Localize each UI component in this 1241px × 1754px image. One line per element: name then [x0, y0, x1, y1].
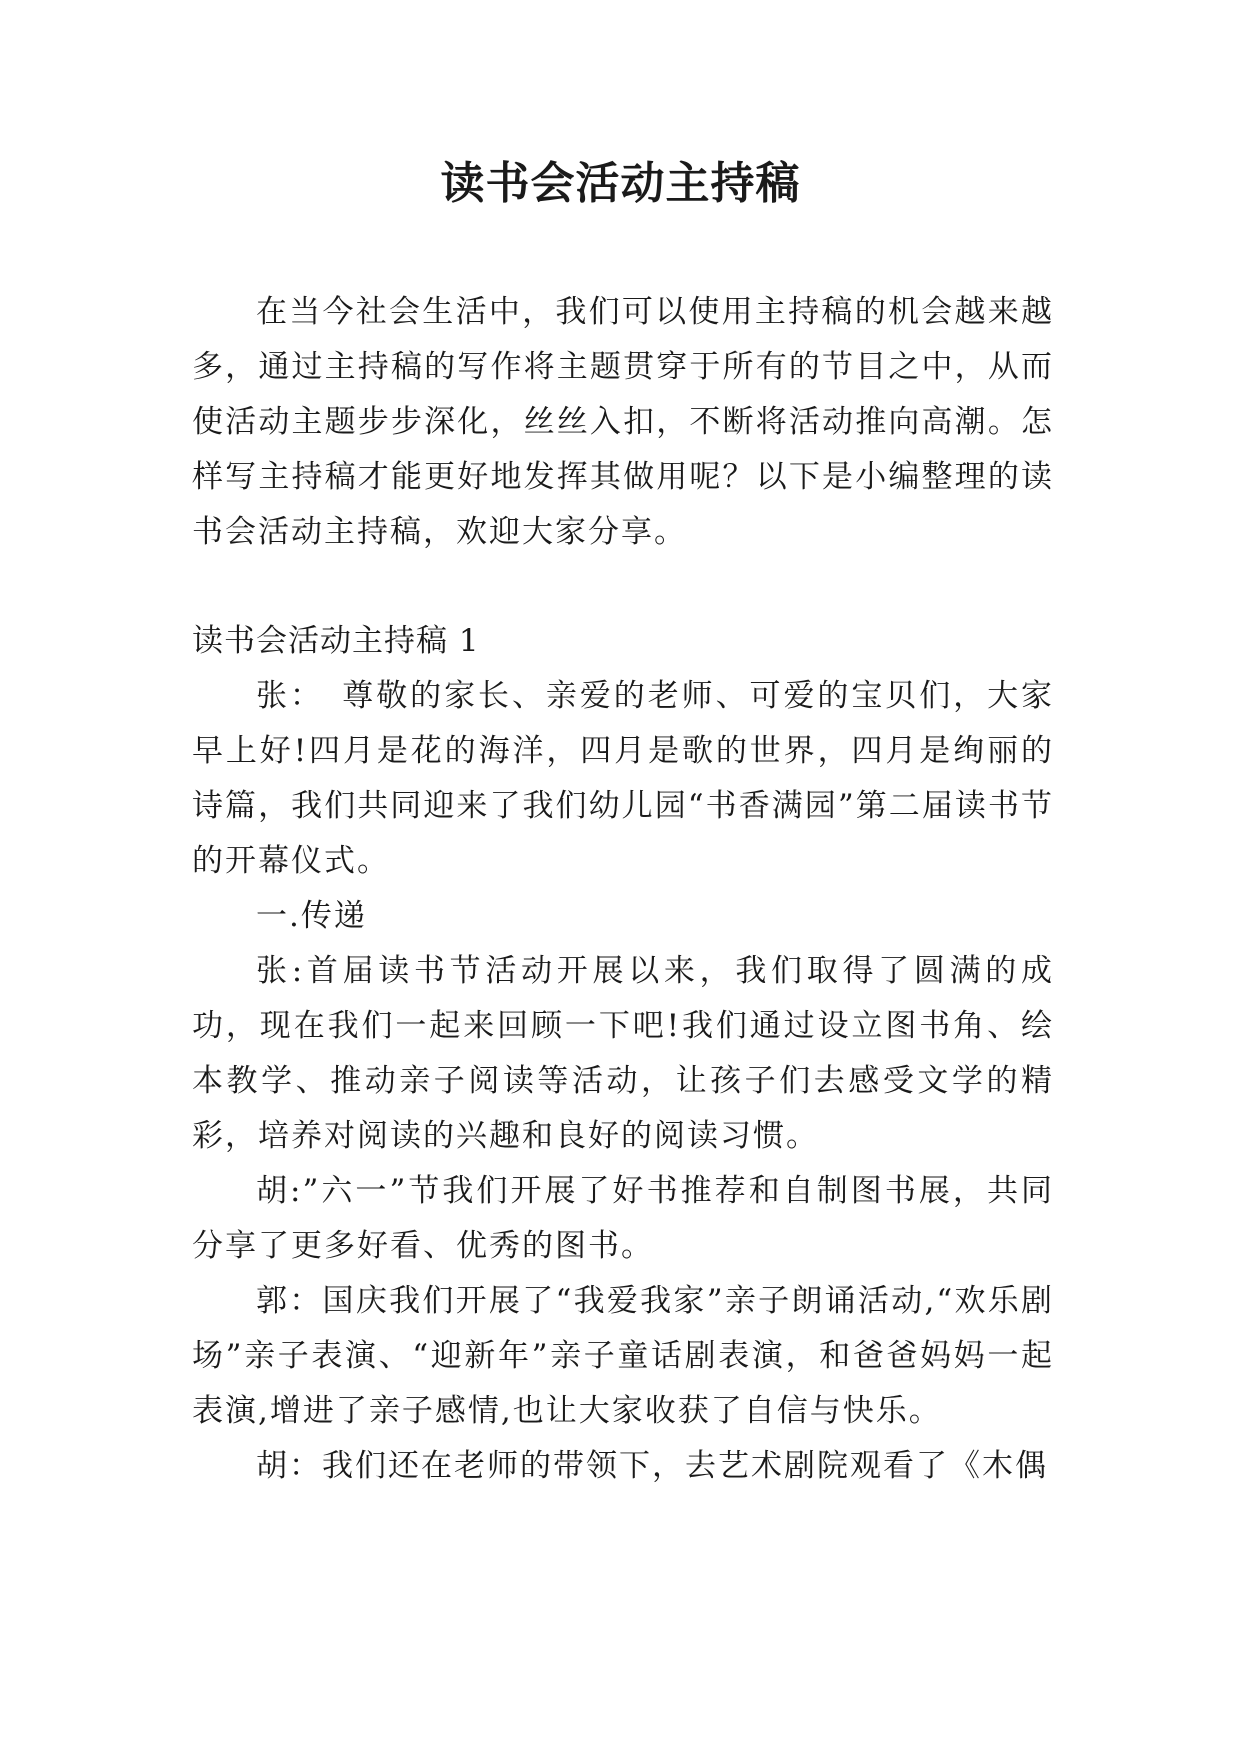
paragraph: 胡：我们还在老师的带领下，去艺术剧院观看了《木偶: [256, 1448, 1048, 1484]
document-body: [192, 285, 1054, 1494]
paragraph: 张:首届读书节活动开展以来，我们取得了圆满的成功，现在我们一起来回顾一下吧!我们通过设立图书角、绘本教学、推动亲子阅读等活动，让孩子们去感受文学的精彩，培养对阅读的兴趣和良好的阅读习惯。: [192, 953, 1054, 1154]
paragraph: 一.传递: [256, 898, 367, 934]
paragraph: 胡:”六一”节我们开展了好书推荐和自制图书展，共同分享了更多好看、优秀的图书。: [192, 1173, 1054, 1264]
section-spacer: [192, 560, 1054, 614]
document-title: 读书会活动主持稿: [440, 158, 801, 209]
intro-paragraph: 在当今社会生活中，我们可以使用主持稿的机会越来越多，通过主持稿的写作将主题贯穿于所有的节目之中，从而使活动主题步步深化，丝丝入扣，不断将活动推向高潮。怎样写主持稿才能更好地发挥其做用呢？以下是小编整理的读书会活动主持稿，欢迎大家分享。: [192, 294, 1054, 550]
paragraph: 张： 尊敬的家长、亲爱的老师、可爱的宝贝们，大家早上好!四月是花的海洋，四月是歌的世界，四月是绚丽的诗篇，我们共同迎来了我们幼儿园“书香满园”第二届读书节的开幕仪式。: [192, 678, 1054, 879]
section-heading: 读书会活动主持稿 1: [192, 623, 480, 659]
paragraph: 郭：国庆我们开展了“我爱我家”亲子朗诵活动,“欢乐剧场”亲子表演、“迎新年”亲子童话剧表演，和爸爸妈妈一起表演,增进了亲子感情,也让大家收获了自信与快乐。: [192, 1283, 1054, 1429]
